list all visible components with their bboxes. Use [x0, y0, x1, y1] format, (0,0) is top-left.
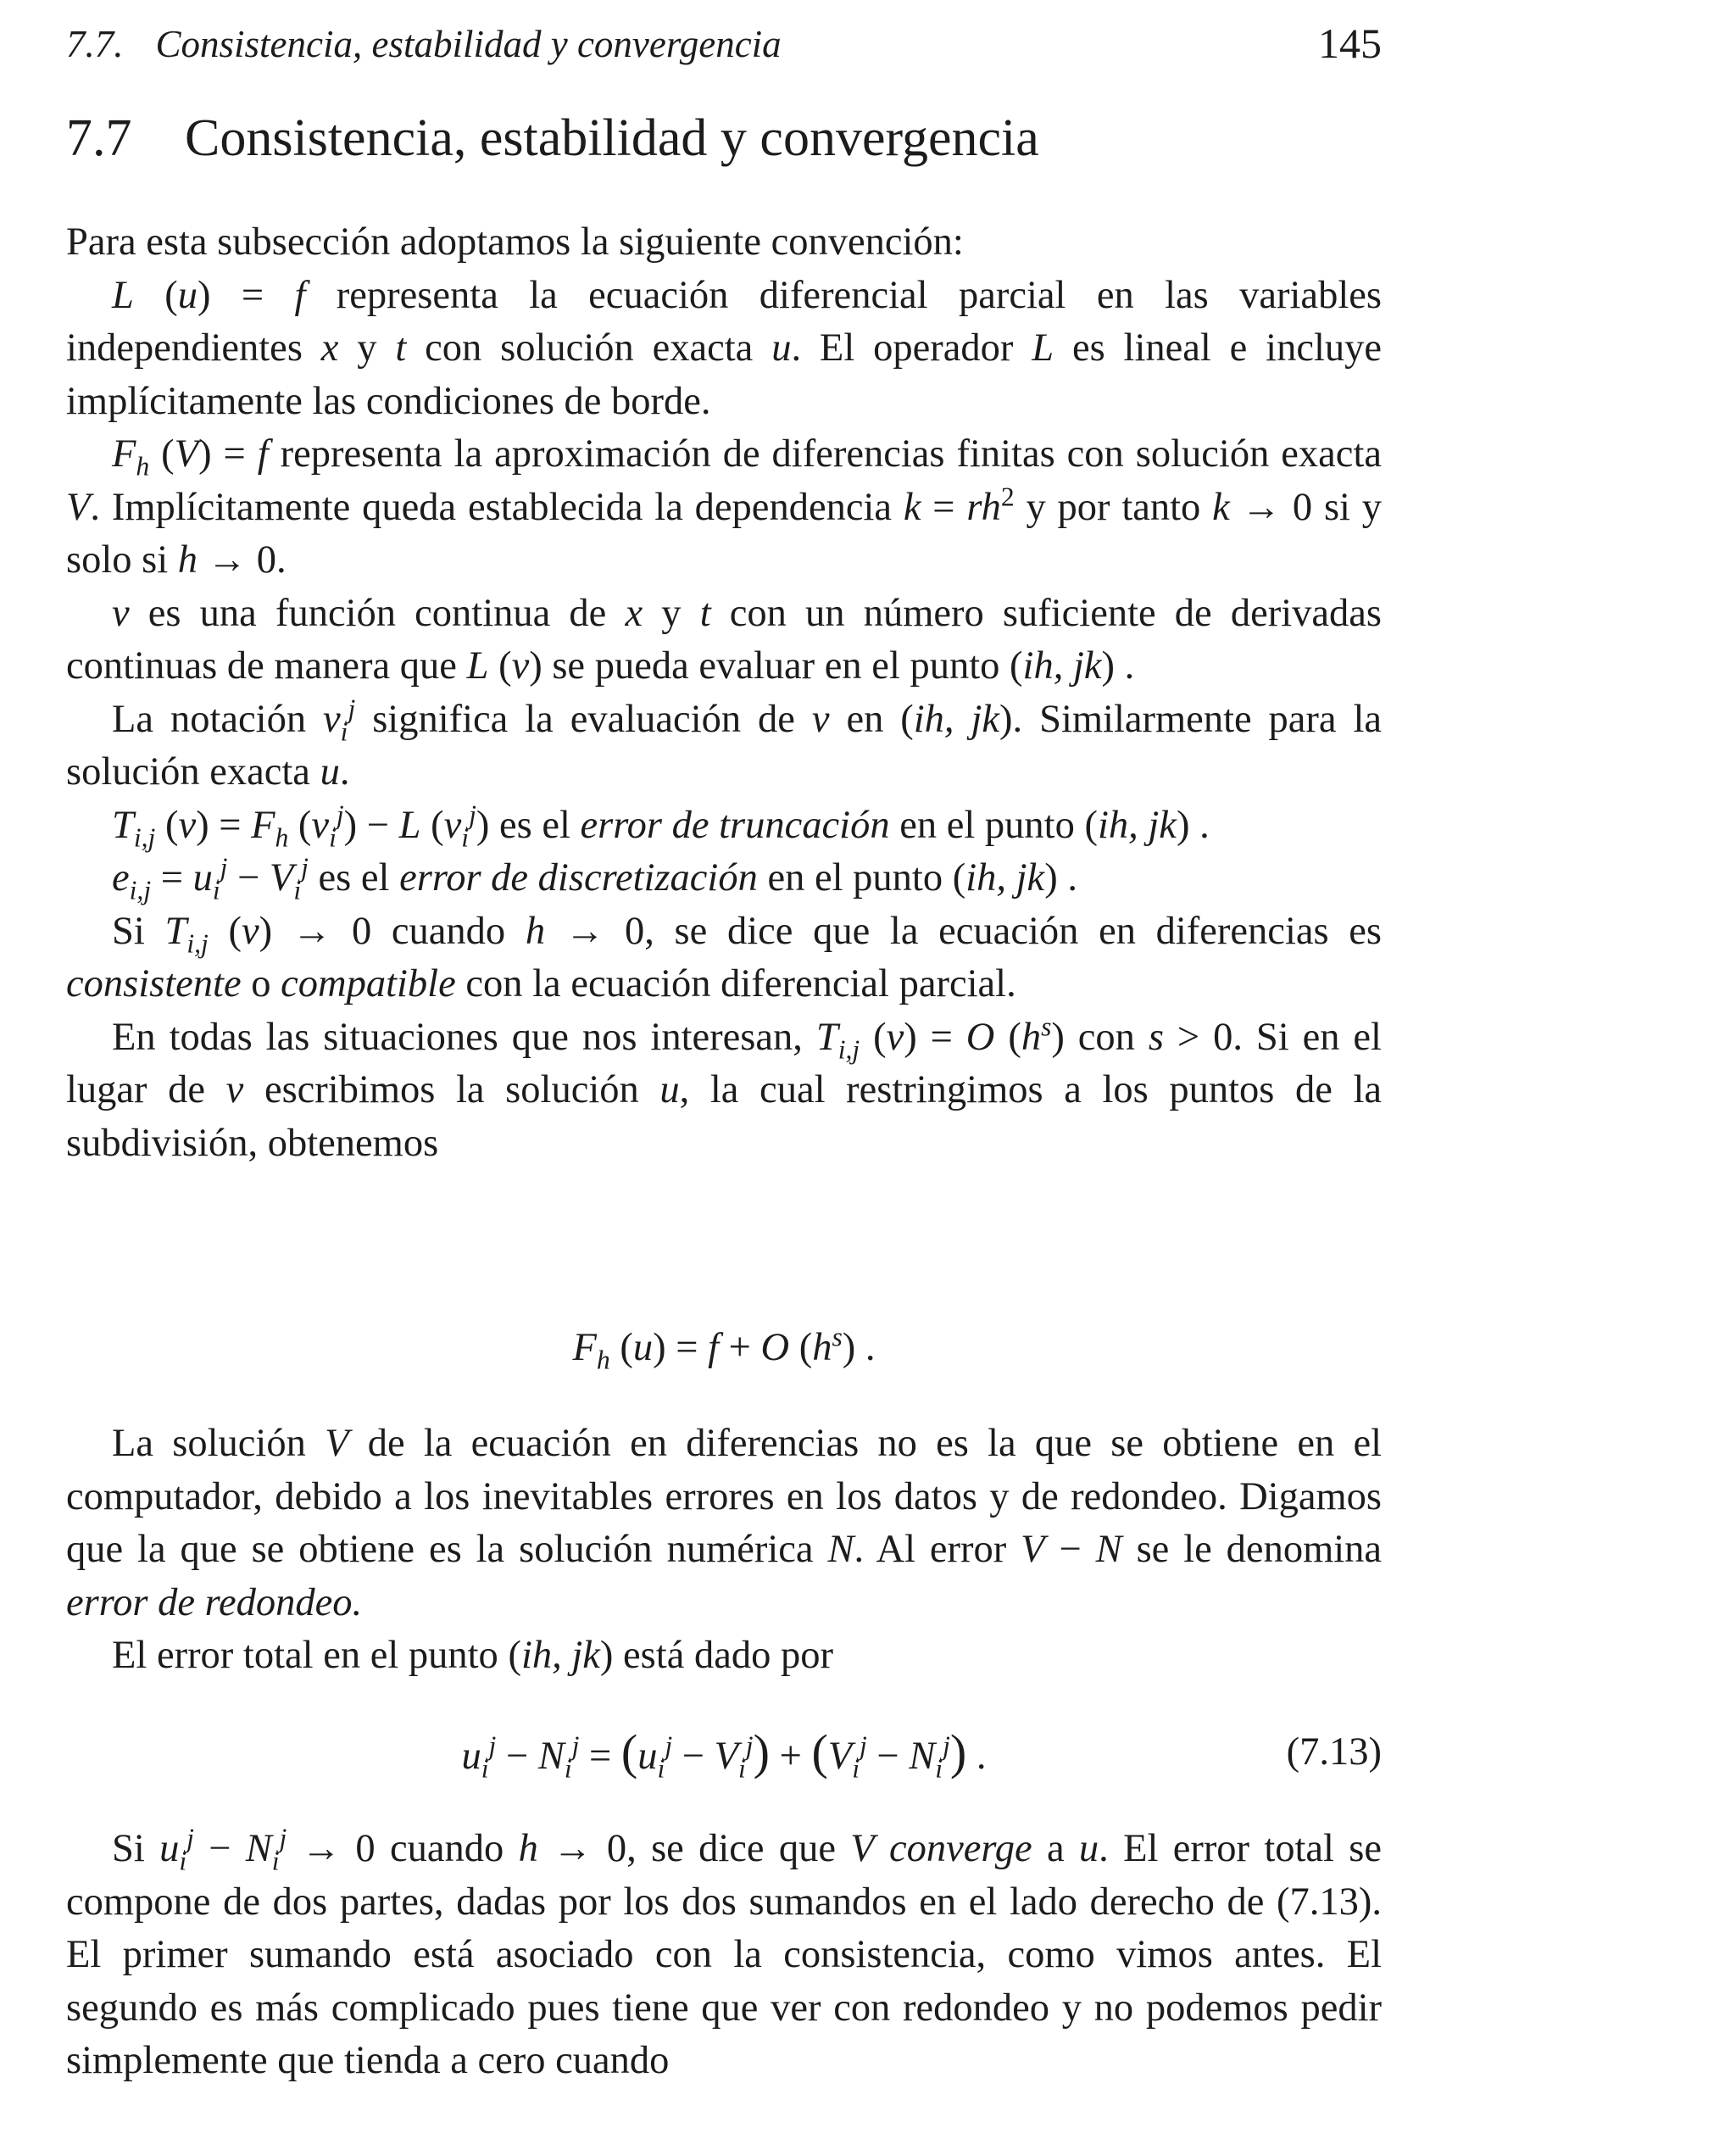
- paragraph-function-v: v es una función continua de x y t con un número suficiente de derivadas continuas de manera que L (v) se pueda evaluar en el punto (ih, jk) .: [66, 591, 1383, 688]
- paragraph-truncation-error: $T_{i,j}$ $(v) = F_h$ $(v_i^j) - L$ $(v_i^j)$ es el error de truncación en el punto (ih, jk) .: [112, 799, 1210, 852]
- p7-text-b: cuando: [391, 909, 506, 953]
- p8-text-b: con: [1077, 1015, 1135, 1059]
- p1-text-d: . El operador: [791, 326, 1014, 370]
- p3-text-d: se pueda evaluar en el punto: [552, 644, 1000, 688]
- term-rounding-error: error de redondeo.: [66, 1580, 363, 1624]
- p8-text-d: escribimos la solución: [264, 1068, 639, 1111]
- term-converge: converge: [888, 1827, 1032, 1870]
- p11-text-c: , se dice que: [626, 1827, 836, 1870]
- paragraph-order: En todas las situaciones que nos interesan, $T_{i,j}$ (v) = O $(h^s)$ con s > 0. Si en el lugar de v escribimos la solución u, la cual restringimos a los puntos de la subdivisión, obtenemos: [66, 1011, 1383, 1165]
- paragraph-finite-differences: $F_h$ (V) = f representa la aproximación de diferencias finitas con solución exacta V. Implícitamente queda establecida la dependencia $k = rh^2$ y por tanto k → 0 si y solo si h → 0.: [66, 432, 1383, 582]
- p2-text-c: y por tanto: [1026, 485, 1201, 529]
- body-text-3: [66, 1823, 1382, 2088]
- header-section: [66, 22, 782, 66]
- p2-text-a: representa la aproximación de diferencias finitas con solución exacta: [280, 432, 1382, 476]
- body-text-2: [66, 1418, 1382, 1683]
- p11-text-b: cuando: [389, 1827, 504, 1870]
- paragraph-consistency: Si $T_{i,j}$ (v) → 0 cuando h → 0, se dice que la ecuación en diferencias es consistente o compatible con la ecuación diferencial parcial.: [66, 909, 1383, 1005]
- paragraph-discretization-error: $e_{i,j} = u_i^j - V_i^j$ es el error de discretización en el punto (ih, jk) .: [112, 852, 1077, 905]
- paragraph-notation: La notación $v_i^j$ significa la evaluación de v en (ih, jk). Similarmente para la solución exacta u.: [66, 694, 1383, 794]
- p4-text-a: La notación: [112, 697, 307, 741]
- p1-text-c: con solución exacta: [425, 326, 754, 370]
- term-consistent: consistente: [66, 962, 242, 1005]
- p9-text-c: . Al error: [854, 1528, 1007, 1571]
- section-heading: [66, 109, 1039, 169]
- p7-text-d: con la ecuación diferencial parcial.: [465, 962, 1016, 1005]
- p4-text-d: . Similarmente para la solución exacta: [66, 697, 1383, 794]
- p5-text-a: es el: [498, 803, 570, 847]
- paragraph-convergence: Si $u_i^j - N_i^j \to 0$ cuando h → 0, se dice que V converge a u. El error total se compone de dos partes, dadas por los dos sumandos en el lado derecho de (7.13). El primer sumando está asociado con la consistencia, como vimos antes. El segundo es más complicado pues tiene que ver con redondeo y no podemos pedir simplemente que tienda a cero cuando: [66, 1823, 1383, 2082]
- p8-text-c: . Si en el lugar de: [66, 1015, 1382, 1111]
- section-number: 7.7: [66, 109, 132, 167]
- p4-text-b: significa la evaluación de: [372, 697, 795, 741]
- section-title: Consistencia, estabilidad y convergencia: [185, 109, 1039, 167]
- header-section-title: Consistencia, estabilidad y convergencia: [155, 23, 782, 65]
- p9-text-a: La solución: [112, 1422, 306, 1465]
- p10-text-a: El error total en el punto: [112, 1634, 498, 1677]
- p2-text-b: . Implícitamente queda establecida la dependencia: [90, 485, 893, 529]
- p4-text-c: en: [846, 697, 884, 741]
- p3-text-c: con un número suficiente de derivadas continuas de manera que: [66, 591, 1383, 688]
- p3-text-a: es una función continua de: [147, 591, 607, 635]
- term-truncation-error: error de truncación: [580, 803, 890, 847]
- p1-text-e: es lineal e incluye implícitamente las condiciones de borde.: [66, 326, 1383, 423]
- paragraph-intro: Para esta subsección adoptamos la siguiente convención:: [66, 220, 964, 264]
- p5-text-b: en el punto: [899, 803, 1075, 847]
- p1-text-b: y: [357, 326, 377, 370]
- paragraph-rounding: La solución V de la ecuación en diferencias no es la que se obtiene en el computador, debido a los inevitables errores en los datos y de redondeo. Digamos que la que se obtiene es la solución numérica N. Al error V − N se le denomina error de redondeo.: [66, 1422, 1383, 1624]
- body-text: [66, 216, 1382, 1170]
- paragraph-total-error: El error total en el punto (ih, jk) está dado por: [112, 1634, 833, 1677]
- p6-text-b: en el punto: [767, 856, 943, 900]
- p6-text-a: es el: [318, 856, 390, 900]
- p3-text-b: y: [661, 591, 682, 635]
- page-number: 145: [1318, 19, 1382, 67]
- running-header: [66, 19, 1382, 70]
- term-discretization-error: error de discretización: [399, 856, 758, 900]
- equation-fh: $F_h$ (u) = f + O $(h^s)$ .: [572, 1322, 876, 1375]
- term-compatible: compatible: [281, 962, 456, 1005]
- p7-text-o: o: [251, 962, 271, 1005]
- p11-text-d: a: [1046, 1827, 1065, 1870]
- p11-text-e: . El error total se compone de dos partes, dadas por los dos sumandos en el lado derecho de (7.13). El primer sumando está asociado con la consistencia, como vimos antes. El segundo es más complicado pues tiene que ver con redondeo y no podemos pedir simplemente que tienda a cero cuando: [66, 1827, 1383, 2082]
- p1-text-a: representa la ecuación diferencial parcial en las variables independientes: [66, 273, 1382, 370]
- p10-text-b: está dado por: [623, 1634, 833, 1677]
- p7-text-a: Si: [112, 909, 145, 953]
- equation-number: (7.13): [1286, 1730, 1382, 1774]
- header-section-number: 7.7.: [66, 23, 124, 65]
- p9-text-d: se le denomina: [1136, 1528, 1383, 1571]
- p7-text-c: , se dice que la ecuación en diferencias es: [644, 909, 1383, 953]
- p11-text-a: Si: [112, 1827, 145, 1870]
- p8-text-a: En todas las situaciones que nos interesan,: [112, 1015, 803, 1059]
- p2-text-d: si y solo si: [66, 485, 1383, 582]
- p8-text-e: , la cual restringimos a los puntos de la subdivisión, obtenemos: [66, 1068, 1383, 1165]
- p9-text-b: de la ecuación en diferencias no es la que se obtiene en el computador, debido a los inevitables errores en los datos y de redondeo. Digamos que la que se obtiene es la solución numérica: [66, 1422, 1382, 1571]
- equation-7-13: $u_i^j - N_i^j = (u_i^j - V_i^j) + (V_i^j - N_i^j)$ . (7.13): [461, 1724, 1382, 1784]
- paragraph-operator-L: L (u) = f representa la ecuación diferencial parcial en las variables independientes x y t con solución exacta u. El operador L es lineal e incluye implícitamente las condiciones de borde.: [66, 273, 1383, 423]
